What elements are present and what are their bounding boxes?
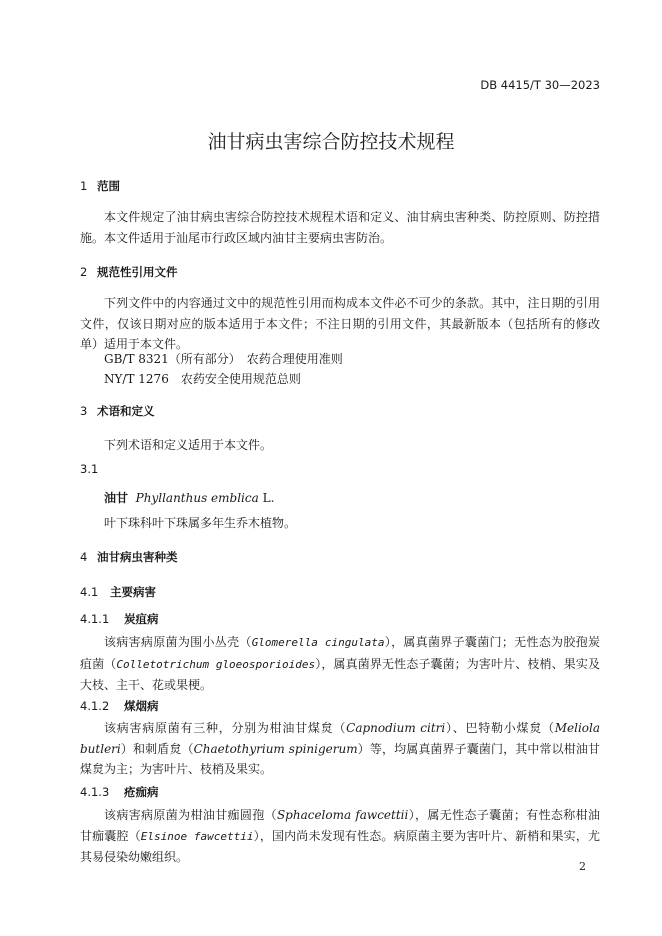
text-run: ）和刺盾炱（ (120, 741, 194, 756)
section-1-paragraph-1: 本文件规定了油甘病虫害综合防控技术规程术语和定义、油甘病虫害种类、防控原则、防控措施。 (80, 210, 600, 245)
section-4-1-2-paragraph (80, 718, 600, 780)
species-name: Glomerella cingulata (251, 636, 385, 649)
section-3-heading (80, 403, 155, 419)
section-number: 4 (80, 550, 88, 564)
section-title: 规范性引用文件 (97, 265, 178, 279)
section-number: 4.1.2 (80, 699, 110, 713)
section-2-paragraph-1: 下列文件中的内容通过文中的规范性引用而构成本文件必不可少的条款。其中，注日期的引用文件，仅该日期对应的版本适用于本文件；不注日期的引用文件，其最新版本（包括所有的修改单）适用于本文件。 (80, 296, 600, 351)
section-title: 煤烟病 (124, 699, 159, 713)
section-number: 3 (80, 404, 88, 418)
text-run: ），属真菌界子囊菌门；无性态为胶孢炭疽菌（ (80, 635, 600, 671)
text-run: ），属真菌界无性态子囊菌；为害叶片、枝梢、果实及大枝、主干、花或果梗。 (80, 656, 600, 692)
section-4-1-1-heading (80, 611, 159, 627)
text-run: 该病害病原菌有三种，分别为柑油甘煤炱（ (104, 721, 347, 735)
section-number: 4.1 (80, 585, 99, 599)
section-3-paragraph-1: 下列术语和定义适用于本文件。 (104, 438, 273, 452)
text-run: ），属无性态子囊菌；有性态称柑油甘痂囊腔（ (80, 808, 600, 843)
term-3-1-number: 3.1 (80, 462, 99, 476)
term-chinese-name: 油甘 (104, 491, 129, 505)
text-run: ），国内尚未发现有性态。病原菌主要为害叶片、新梢和果实，尤其易侵染幼嫩组织。 (80, 828, 600, 864)
section-4-heading (80, 549, 178, 565)
section-title: 油甘病虫害种类 (97, 550, 178, 564)
term-definition: 叶下珠科叶下珠属多年生乔木植物。 (104, 516, 297, 530)
section-number: 4.1.1 (80, 612, 110, 626)
section-1-heading (80, 178, 120, 194)
section-title: 炭疽病 (124, 612, 159, 626)
section-title: 疮痂病 (124, 785, 159, 799)
section-2-heading (80, 264, 178, 280)
text-run: ）等，均属真菌界子囊菌门，其中常以柑油甘煤炱为主；为害叶片、枝梢及果实。 (80, 741, 600, 776)
section-number: 4.1.3 (80, 785, 110, 799)
term-entry (104, 489, 274, 506)
species-name: Sphaceloma fawcettii (276, 808, 409, 822)
species-name: Elsinoe fawcettii (140, 829, 254, 843)
section-1-paragraph-2: 本文件适用于汕尾市行政区域内油甘主要病虫害防治。 (104, 231, 393, 245)
section-4-1-2-heading (80, 698, 159, 714)
page-number: 2 (579, 860, 586, 873)
document-title: 油甘病虫害综合防控技术规程 (207, 131, 455, 153)
text-run: 该病害病原菌为柑油甘痂圆孢（ (104, 808, 277, 822)
term-latin-name: Phyllanthus emblica (135, 491, 259, 505)
section-title: 范围 (97, 179, 120, 193)
section-4-1-3-heading (80, 784, 159, 800)
species-name: Meliola butleri (80, 721, 600, 756)
standard-code: DB 4415/T 30—2023 (480, 78, 600, 92)
section-title: 主要病害 (110, 585, 156, 599)
term-author: L. (262, 491, 275, 505)
reference-gb-t-8321: GB/T 8321（所有部分） 农药合理使用准则 (104, 352, 343, 366)
text-run: 该病害病原菌为围小丛壳（ (104, 635, 252, 649)
section-4-1-3-paragraph (80, 805, 600, 868)
species-name: Capnodium citri (346, 721, 446, 735)
section-number: 1 (80, 179, 88, 193)
section-number: 2 (80, 265, 88, 279)
text-run: ）、巴特勒小煤炱（ (445, 721, 555, 735)
section-4-1-1-paragraph (80, 632, 600, 696)
section-title: 术语和定义 (97, 404, 155, 418)
section-4-1-heading (80, 584, 156, 600)
reference-ny-t-1276: NY/T 1276 农药安全使用规范总则 (104, 372, 301, 386)
species-name: Chaetothyrium spinigerum (193, 741, 358, 756)
species-name: Colletotrichum gloeosporioides (116, 657, 316, 671)
